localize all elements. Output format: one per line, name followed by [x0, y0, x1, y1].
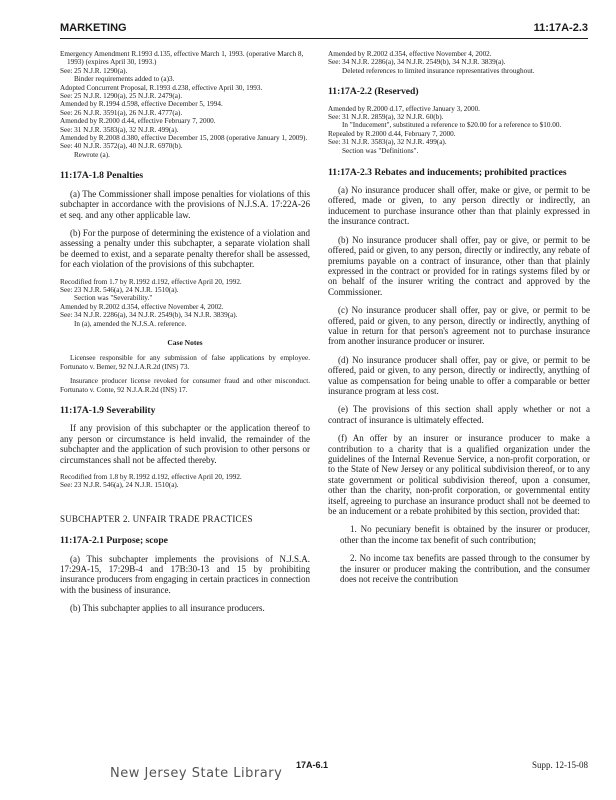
paragraph: (a) This subchapter implements the provisions of N.J.S.A. 17:29A-15, 17:29B-4 and 17B:30-13 and 15 by prohibiting insurance producers from engaging in certain practices in connection with the business of insurance.	[60, 553, 310, 595]
subchapter-heading: SUBCHAPTER 2. UNFAIR TRADE PRACTICES	[60, 513, 253, 524]
paragraph: (a) No insurance producer shall offer, make or give, or permit to be offered, made or given, to any person directly or indirectly, an inducement to purchase insurance other than that plainly expressed in the insurance contract.	[328, 185, 590, 227]
paragraph: (e) The provisions of this section shall apply whether or not a contract of insurance is ultimately effected.	[328, 404, 590, 425]
library-stamp: New Jersey State Library	[110, 766, 283, 781]
history-line: Section was "Definitions".	[342, 146, 419, 155]
history-line: Binder requirements added to (a)3.	[74, 75, 175, 84]
history-line: See: 34 N.J.R. 2286(a), 34 N.J.R. 2549(b), 34 N.J.R. 3839(a).	[328, 58, 506, 67]
history-line: See: 25 N.J.R. 1290(a).	[60, 66, 128, 75]
history-notes-penalties	[60, 278, 310, 328]
paragraph: (d) No insurance producer shall offer, pay or give, or permit to be offered, paid or given, to any person, directly or indirectly, anything of value as compensation for being unable to offer a comparable or better insurance program at less cost.	[328, 354, 590, 396]
paragraph: (b) No insurance producer shall offer, pay or give, or permit to be offered, paid or given, to any person, directly or indirectly, any rebate of premiums payable on a contract of insurance, other than that plainly expressed in the contract or provided for in ratings systems filed by or on behalf of the insurer writing the contract and approved by the Commissioner.	[328, 234, 590, 297]
history-line: See: 40 N.J.R. 3572(a), 40 N.J.R. 6970(b).	[60, 142, 183, 151]
paragraph: (b) For the purpose of determining the existence of a violation and assessing a penalty under this subchapter, a separate violation shall be deemed to exist, and a separate penalty therefor shall be assessed, for each violation of the provisions of this subchapter.	[60, 227, 310, 270]
history-line: See: 25 N.J.R. 1290(a), 25 N.J.R. 2479(a).	[60, 92, 183, 101]
paragraph: If any provision of this subchapter or the application thereof to any person or circumstance is held invalid, the remainder of the subchapter and the application of such provision to other persons or circumstances shall not be affected thereby.	[60, 423, 310, 465]
history-notes-reserved	[328, 105, 590, 155]
case-note: Licensee responsible for any submission of false applications by employee. Fortunato v. Bemer, 92 N.J.A.R.2d (INS) 73.	[60, 354, 310, 371]
history-line: Recodified from 1.8 by R.1992 d.192, effective April 20, 1992.	[60, 473, 242, 482]
history-line: See: 23 N.J.R. 546(a), 24 N.J.R. 1510(a).	[60, 285, 179, 294]
history-line: Amended by R.1994 d.598, effective December 5, 1994.	[60, 100, 223, 109]
section-heading-penalties: 11:17A-1.8 Penalties	[60, 170, 144, 182]
header-title: MARKETING	[60, 22, 127, 34]
history-line: Section was "Severability."	[74, 294, 153, 303]
history-line: Adopted Concurrent Proposal, R.1993 d.238, effective April 30, 1993.	[60, 83, 263, 92]
history-line: Amended by R.2002 d.354, effective November 4, 2002.	[328, 50, 492, 58]
case-notes-heading: Case Notes	[167, 337, 203, 347]
right-column	[328, 50, 590, 592]
subparagraph: 1. No pecuniary benefit is obtained by the insurer or producer, other than the income tax benefit of such contribution;	[340, 524, 590, 545]
supplement-date: Supp. 12-15-08	[532, 760, 588, 770]
page-number: 17A-6.1	[296, 760, 329, 770]
history-line: Repealed by R.2000 d.44, February 7, 2000.	[328, 129, 456, 138]
subparagraph: 2. No income tax benefits are passed through to the consumer by the insurer or producer making the contribution, and the consumer does not receive the contribution	[340, 553, 590, 585]
paragraph: (a) The Commissioner shall impose penalties for violations of this subchapter in accordance with the provisions of N.J.S.A. 17:22A-26 et seq. and any other applicable law.	[60, 188, 310, 220]
history-line: See: 31 N.J.R. 3583(a), 32 N.J.R. 499(a).	[60, 125, 179, 134]
case-note: Insurance producer license revoked for consumer fraud and other misconduct. Fortunato v. Conte, 92 N.J.A.R.2d (INS) 17.	[60, 377, 310, 394]
history-line: Recodified from 1.7 by R.1992 d.192, effective April 20, 1992.	[60, 277, 242, 286]
section-heading-rebates: 11:17A-2.3 Rebates and inducements; prohibited practices	[328, 167, 567, 179]
paragraph: (b) This subchapter applies to all insurance producers.	[70, 603, 265, 614]
history-line: In (a), amended the N.J.S.A. reference.	[74, 319, 187, 328]
history-line: See: 31 N.J.R. 3583(a), 32 N.J.R. 499(a).	[328, 138, 447, 147]
running-header	[60, 22, 588, 39]
header-section: 11:17A-2.3	[533, 22, 588, 34]
section-heading-purpose: 11:17A-2.1 Purpose; scope	[60, 535, 168, 547]
history-line: Deleted references to limited insurance representatives throughout.	[342, 66, 535, 75]
history-line: Rewrote (a).	[74, 150, 110, 159]
history-notes-right-top	[328, 50, 590, 75]
history-line: Amended by R.2002 d.354, effective November 4, 2002.	[60, 302, 224, 311]
left-column	[60, 50, 310, 622]
history-line: In "Inducement", substituted a reference to $20.00 for a reference to $10.00.	[342, 121, 562, 130]
history-line: See: 31 N.J.R. 2859(a), 32 N.J.R. 60(b).	[328, 113, 444, 122]
history-line: See: 23 N.J.R. 546(a), 24 N.J.R. 1510(a).	[60, 481, 179, 490]
paragraph: (c) No insurance producer shall offer, pay or give, or permit to be offered, paid or given, to any person, directly or indirectly, anything of value in return for that person's agreement not to purchase insurance from another insurance producer or insurer.	[328, 305, 590, 347]
history-notes-top	[60, 50, 310, 159]
history-line: Amended by R.2008 d.380, effective December 15, 2008 (operative January 1, 2009).	[60, 134, 308, 143]
history-line: Emergency Amendment R.1993 d.135, effective March 1, 1993. (operative March 8, 1993) (expires April 30, 1993.)	[60, 50, 304, 67]
section-heading-severability: 11:17A-1.9 Severability	[60, 405, 156, 416]
history-line: See: 26 N.J.R. 3591(a), 26 N.J.R. 4777(a).	[60, 108, 183, 117]
section-heading-reserved: 11:17A-2.2 (Reserved)	[328, 86, 419, 98]
paragraph: (f) An offer by an insurer or insurance producer to make a contribution to a charity that is a qualified organization under the guidelines of the Internal Revenue Service, a non-profit corporation, or to the State of New Jersey or any political subdivision thereof, or to any state government or political subdivision thereof, upon a consumer, other than the charity, non-profit corporation, or governmental entity itself, agreeing to purchase an insurance product shall not be deemed to be an inducement or a rebate prohibited by this section, provided that:	[328, 433, 590, 517]
history-line: See: 34 N.J.R. 2286(a), 34 N.J.R. 2549(b), 34 N.J.R. 3839(a).	[60, 311, 238, 320]
history-line: Amended by R.2000 d.17, effective January 3, 2000.	[328, 104, 480, 113]
page-footer	[0, 760, 616, 790]
history-line: Amended by R.2000 d.44, effective February 7, 2000.	[60, 117, 216, 126]
history-notes-severability	[60, 473, 310, 490]
